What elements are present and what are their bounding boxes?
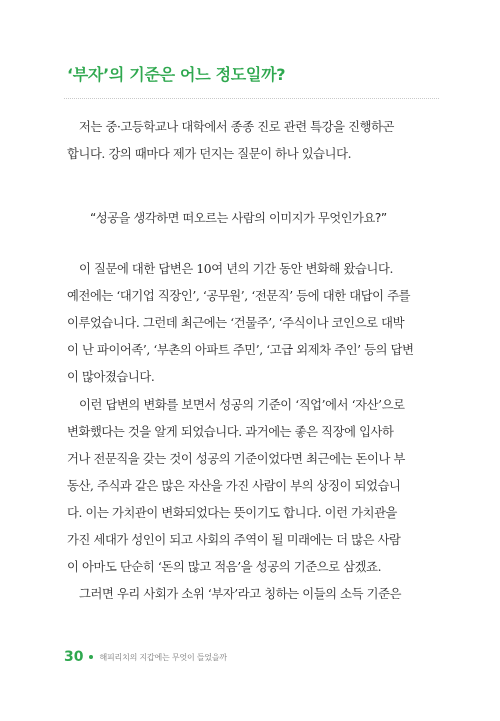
section-heading: ‘부자’의 기준은 어느 정도일까? (67, 65, 286, 84)
page-number: 30 (64, 649, 84, 665)
paragraph-line: 그러면 우리 사회가 소위 ‘부자’라고 칭하는 이들의 소득 기준은 (79, 587, 402, 601)
book-title: 해피리치의 지갑에는 무엇이 들었을까 (99, 652, 227, 662)
paragraph-line: 이런 답변의 변화를 보면서 성공의 기준이 ‘직업’에서 ‘자산’으로 (79, 398, 405, 412)
paragraph-line: 이 질문에 대한 답변은 10여 년의 기간 동안 변화해 왔습니다. (79, 262, 393, 276)
heading-divider (64, 98, 439, 99)
paragraph-line: 이 아마도 단순히 ‘돈의 많고 적음’을 성공의 기준으로 삼겠죠. (67, 560, 382, 574)
bullet-dot-icon (89, 655, 93, 659)
paragraph-line: 거나 전문직을 갖는 것이 성공의 기준이었다면 최근에는 돈이나 부 (67, 452, 405, 466)
paragraph-line: 이 많아졌습니다. (67, 370, 155, 384)
paragraph-line: 이루었습니다. 그런데 최근에는 ‘건물주’, ‘주식이나 코인으로 대박 (67, 316, 405, 330)
page-footer (64, 649, 227, 665)
paragraph-line: 예전에는 ‘대기업 직장인’, ‘공무원’, ‘전문직’ 등에 대한 대답이 주를 (67, 289, 411, 303)
quoted-question: “성공을 생각하면 떠오르는 사람의 이미지가 무엇인가요?” (90, 211, 387, 225)
paragraph-line: 가진 세대가 성인이 되고 사회의 주역이 될 미래에는 더 많은 사람 (67, 533, 401, 547)
paragraph-intro (67, 114, 439, 168)
paragraph-line: 합니다. 강의 때마다 제가 던지는 질문이 하나 있습니다. (67, 147, 352, 161)
paragraph-line: 이 난 파이어족’, ‘부촌의 아파트 주민’, ‘고급 외제차 주인’ 등의 답변 (67, 343, 414, 357)
paragraph-change (67, 392, 439, 608)
paragraph-line: 동산, 주식과 같은 많은 자산을 가진 사람이 부의 상징이 되었습니 (67, 479, 401, 493)
paragraph-answers (67, 256, 439, 391)
paragraph-line: 변화했다는 것을 알게 되었습니다. 과거에는 좋은 직장에 입사하 (67, 425, 394, 439)
paragraph-line: 저는 중·고등학교나 대학에서 종종 진로 관련 특강을 진행하곤 (79, 120, 395, 134)
paragraph-line: 다. 이는 가치관이 변화되었다는 뜻이기도 합니다. 이런 가치관을 (67, 506, 398, 520)
